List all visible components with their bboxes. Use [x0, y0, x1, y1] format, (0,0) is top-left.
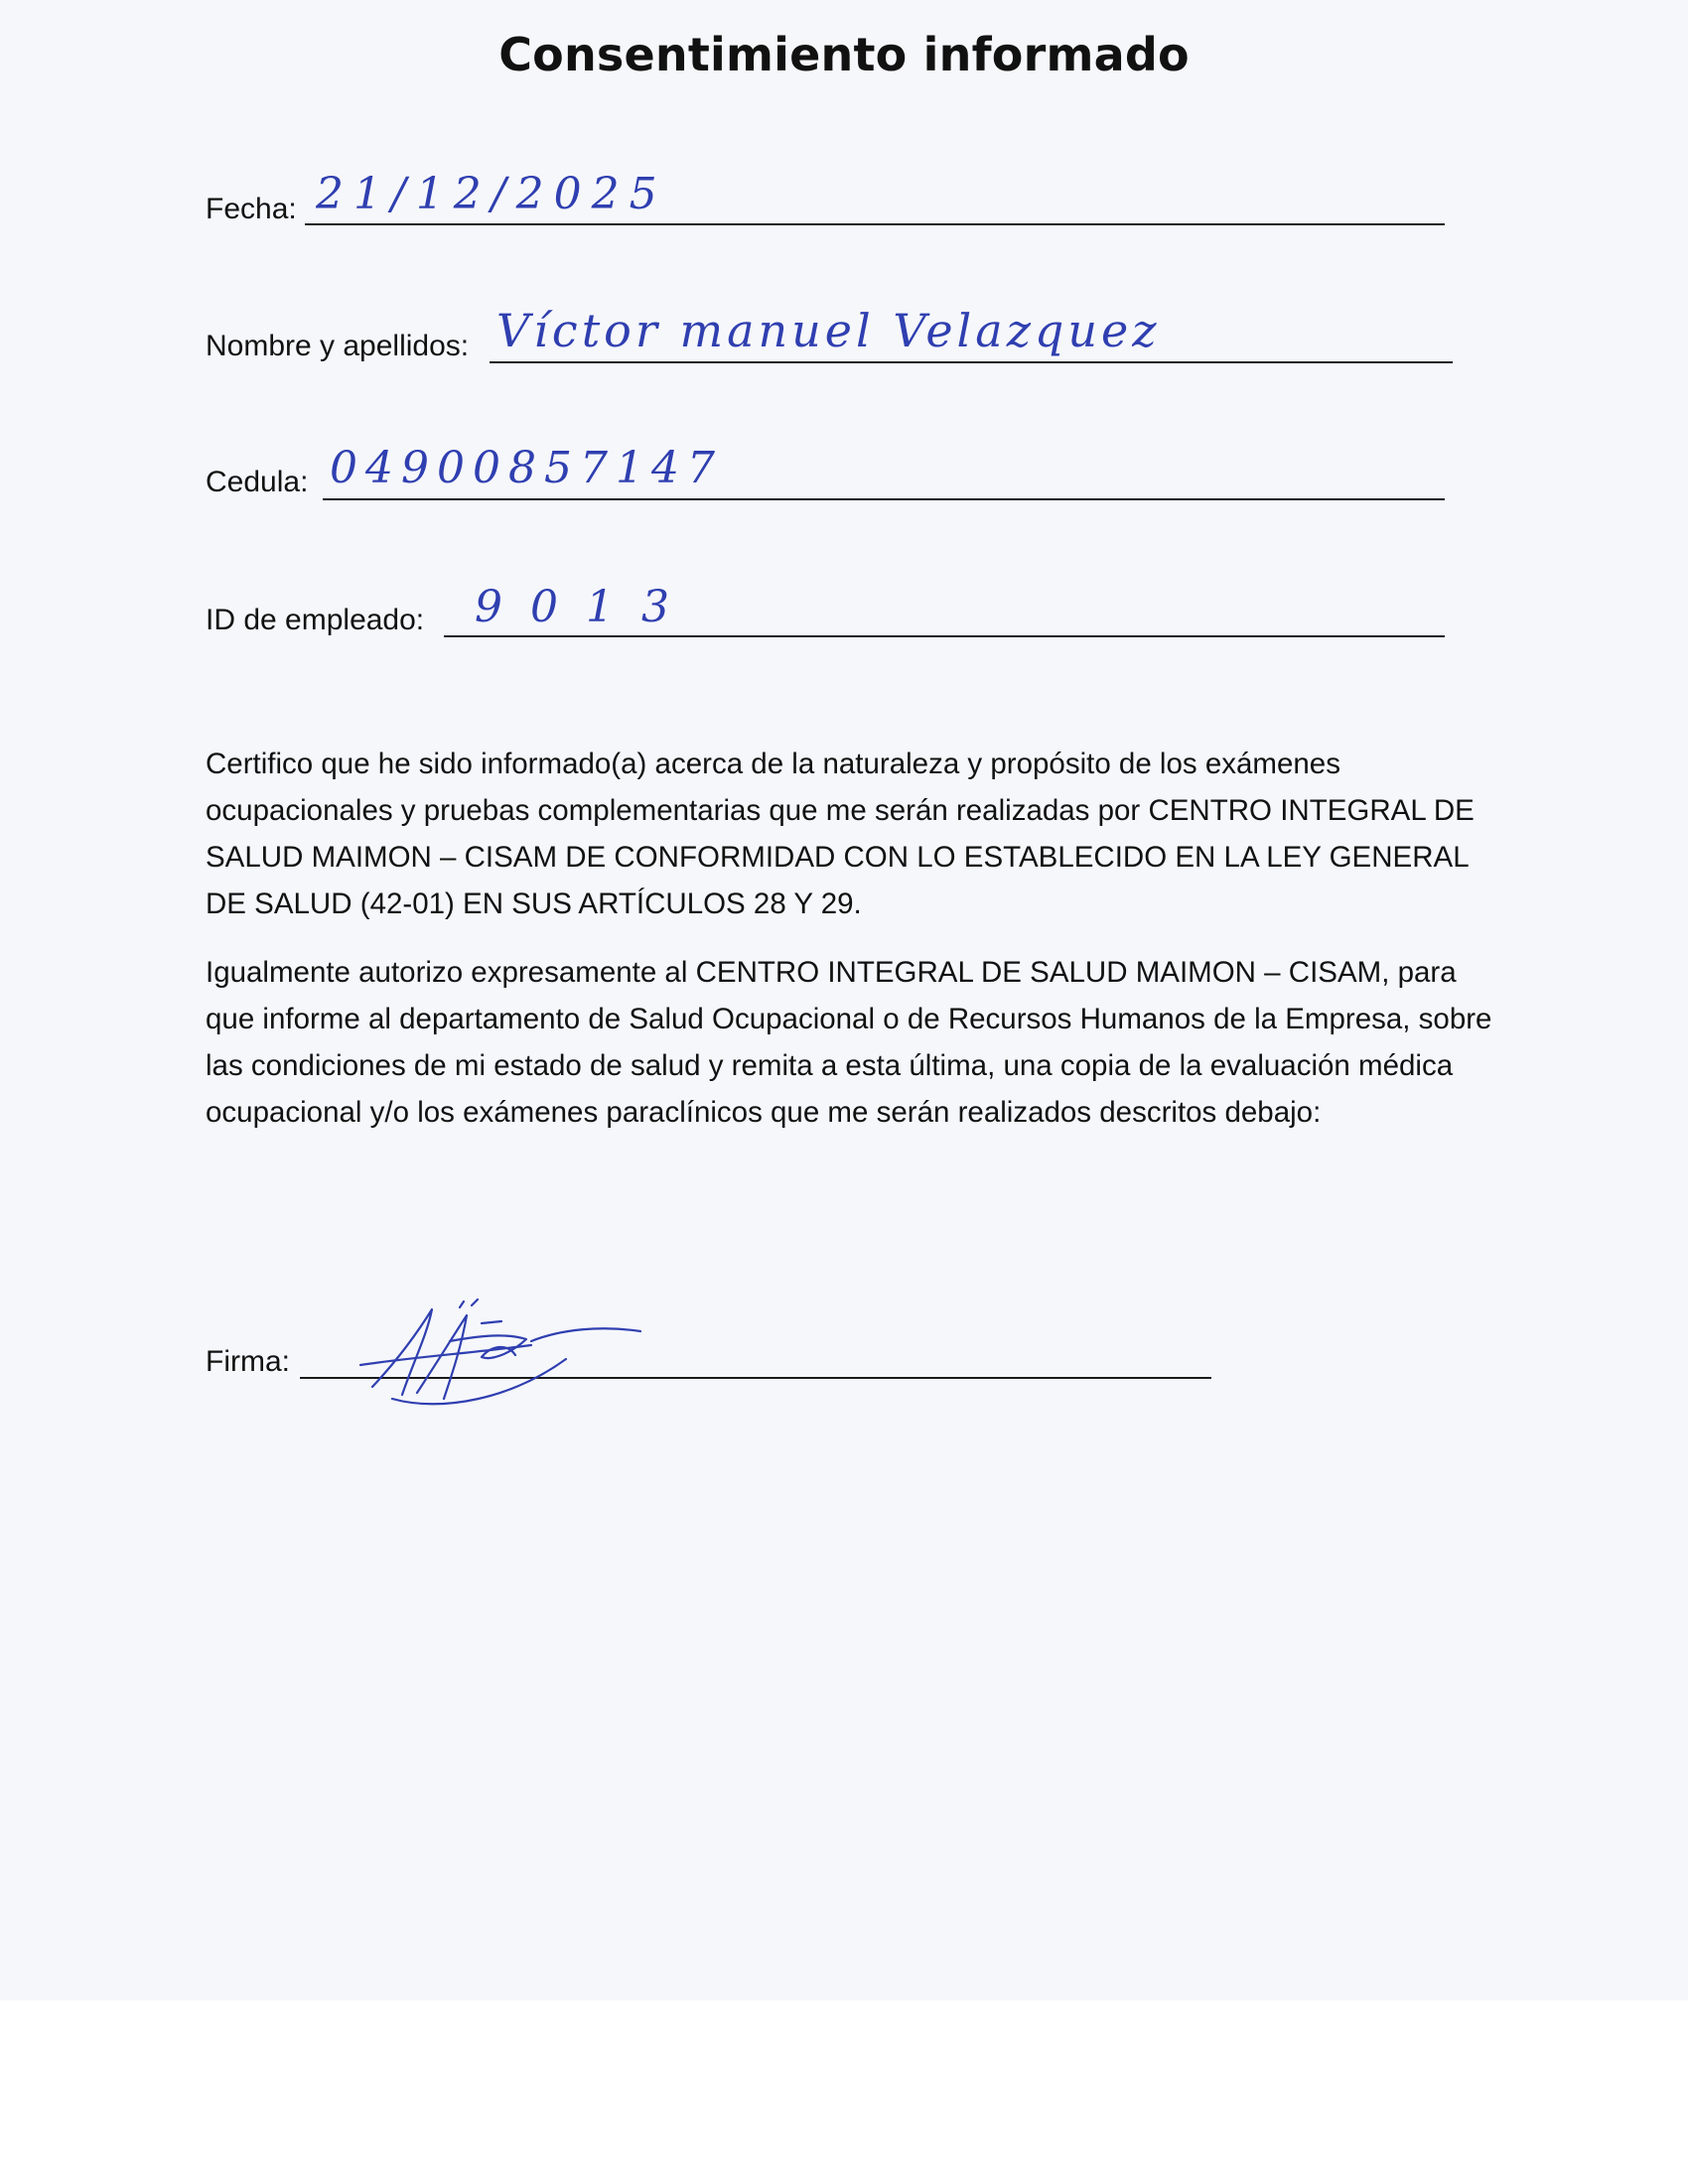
cedula-line — [323, 498, 1445, 500]
signature-scribble — [333, 1296, 650, 1415]
cedula-value: 04900857147 — [330, 443, 723, 493]
page-margin — [0, 2000, 1688, 2184]
cedula-label: Cedula: — [206, 466, 309, 498]
id-empleado-value: 9013 — [475, 582, 697, 632]
page-title: Consentimiento informado — [498, 28, 1190, 81]
nombre-value: Víctor manuel Velazquez — [496, 304, 1161, 357]
fecha-line — [305, 223, 1445, 225]
id-empleado-label: ID de empleado: — [206, 604, 425, 636]
consent-paragraph-2: Igualmente autorizo expresamente al CENTRO INTEGRAL DE SALUD MAIMON – CISAM, para que informe al departamento de Salud Ocupacional o de Recursos Humanos de la Empresa, sobre las condiciones de mi estado de salud y remita a esta última, una copia de la evaluación médica ocupacional y/o los exámenes paraclínicos que me serán realizados descritos debajo: — [206, 956, 1492, 1129]
fecha-value: 21/12/2025 — [316, 169, 667, 219]
nombre-line — [490, 361, 1453, 363]
consent-paragraph-1: Certifico que he sido informado(a) acerca de la naturaleza y propósito de los exámenes ocupacionales y pruebas complementarias que me serán realizadas por CENTRO INTEGRAL DE SALUD MAIMON – CISAM DE CONFORMIDAD CON LO ESTABLECIDO EN LA LEY GENERAL DE SALUD (42-01) EN SUS ARTÍCULOS 28 Y 29. — [206, 748, 1475, 920]
fecha-label: Fecha: — [206, 193, 297, 225]
nombre-label: Nombre y apellidos: — [206, 330, 470, 362]
firma-label: Firma: — [206, 1345, 290, 1378]
id-empleado-line — [444, 635, 1445, 637]
